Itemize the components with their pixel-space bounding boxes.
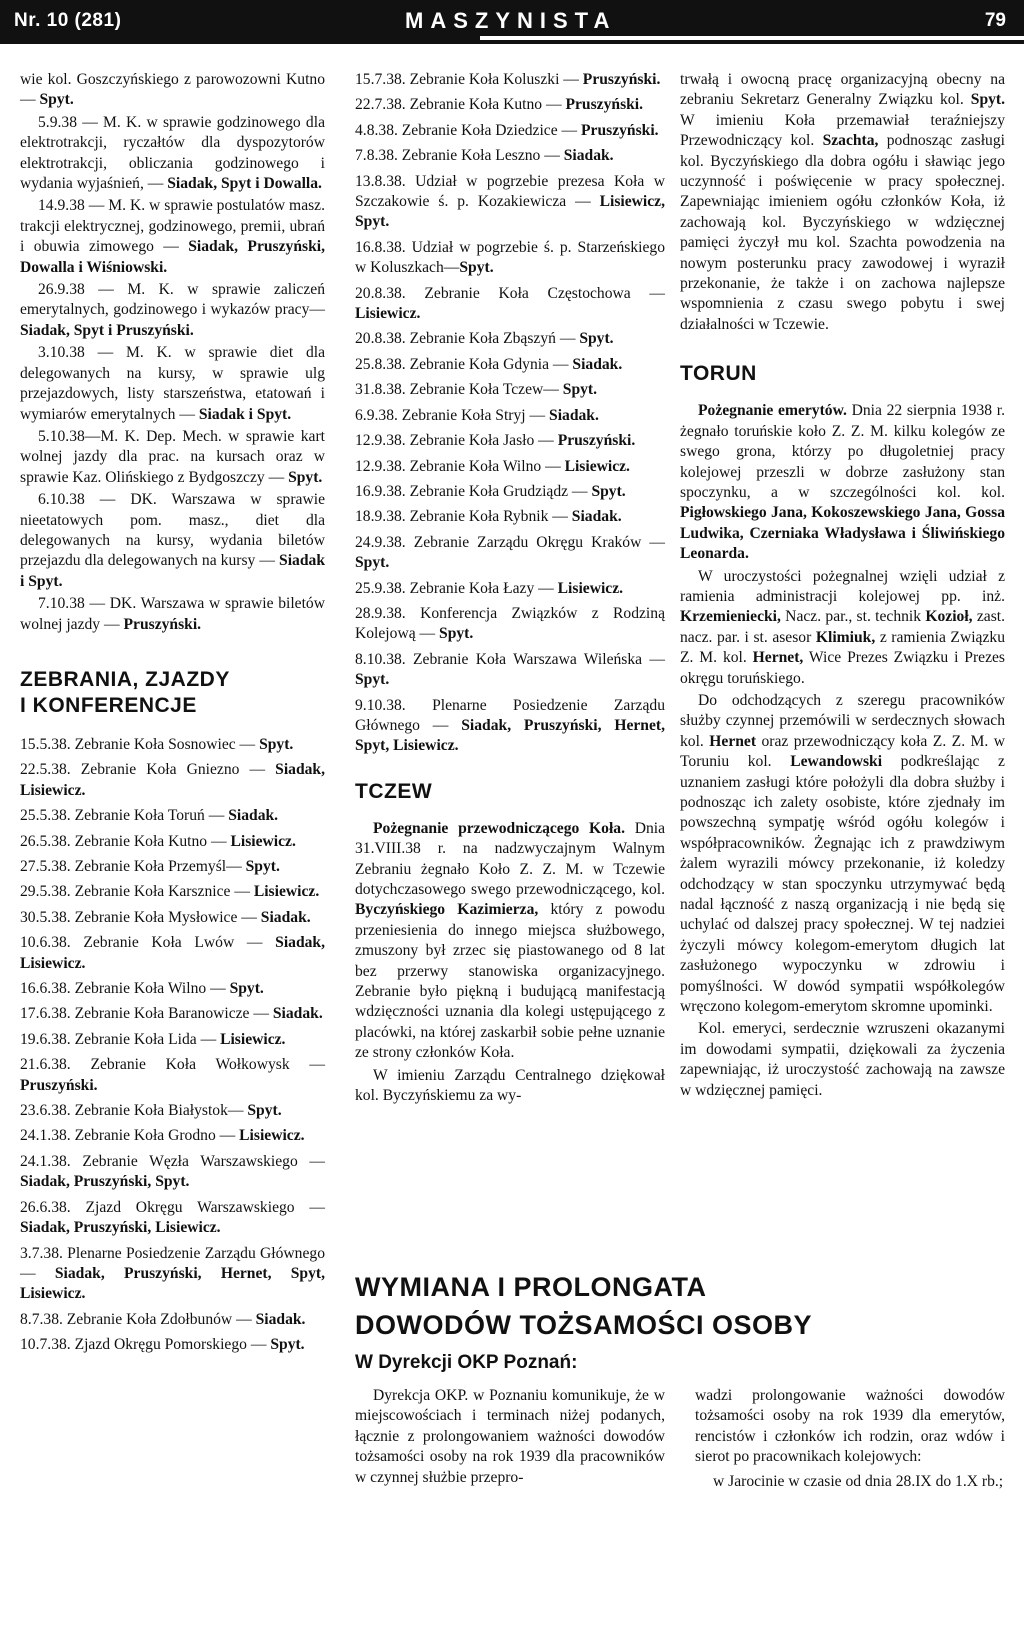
headline-id-documents: WYMIANA I PROLONGATA DOWODÓW TOŻSAMOŚCI OSOBY bbox=[355, 1272, 812, 1340]
paragraph: 7.10.38 — DK. Warszawa w sprawie biletów wolnej jazdy — Pruszyński. bbox=[20, 595, 325, 633]
meetings-list-continued bbox=[355, 70, 665, 757]
paragraph: Pożegnanie przewodniczącego Koła. Dnia 31.VIII.38 r. na nadzwyczajnym Walnym Zebraniu żegnało Koło Z. Z. M. w Tczewie dotychczasowego swego przewodniczącego, kol. Byczyńskiego Kazimierza, który z powodu przeniesienia do innego miejsca służbowego, zmuszony był zrzec się piastowanego od 8 lat bez przerwy stanowiska organizacyjnego. Zebranie było piękną i budującą manifestacją wdzięczności uznania dla kolegi ustępującego z placówki, na której zaskarbił sobie pełne uznanie ze strony członków Koła. bbox=[355, 819, 666, 1062]
list-item: 25.5.38. Zebranie Koła Toruń — Siadak. bbox=[20, 807, 279, 825]
column-left bbox=[20, 70, 325, 1361]
header-rule bbox=[480, 36, 1024, 40]
list-item: 25.8.38. Zebranie Koła Gdynia — Siadak. bbox=[355, 355, 623, 373]
list-item: 21.6.38. Zebranie Koła Wołkowysk — Pruszyński. bbox=[20, 1056, 325, 1094]
paragraph: trwałą i owocną pracę organizacyjną obecny na zebraniu Sekretarz Generalny Związku kol. Spyt. W imieniu Koła przemawiał teraźniejszy Przewodniczący kol. Szachta, podnosząc zasługi kol. Byczyńskiego dla dobra ogółu i sławiąc jego uczynność i poświęcenie w pracy społecznej. Zapewniając imieniem ogółu członków Koła, iż zachowają kol. Byczyńskiego w wdzięcznej pamięci życzył mu kol. Szachta powodzenia na nowym posterunku pracy zawodowej i wyraził przekonanie, że także i on zachowa najlepsze wspomnienia z czasu swego pobytu i swej działalności w Tczewie. bbox=[680, 71, 1005, 333]
list-item: 9.10.38. Plenarne Posiedzenie Zarządu Głównego — Siadak, Pruszyński, Hernet, Spyt, Lisiewicz. bbox=[355, 696, 665, 755]
paragraph: w Jarocinie w czasie od dnia 28.IX do 1.X rb.; bbox=[713, 1472, 1004, 1490]
list-item: 10.7.38. Zjazd Okręgu Pomorskiego — Spyt. bbox=[20, 1336, 305, 1354]
list-item: 30.5.38. Zebranie Koła Mysłowice — Siadak. bbox=[20, 908, 311, 926]
list-item: 29.5.38. Zebranie Koła Karsznice — Lisiewicz. bbox=[20, 883, 320, 901]
paragraph: wadzi prolongowanie ważności dowodów tożsamości osoby na rok 1939 dla emerytów, rencistów i członków ich rodzin, oraz wdów i sierot po pracownikach kolejowych: bbox=[695, 1387, 1005, 1466]
list-item: 12.9.38. Zebranie Koła Jasło — Pruszyński. bbox=[355, 432, 636, 450]
list-item: 20.8.38. Zebranie Koła Zbąszyń — Spyt. bbox=[355, 330, 614, 348]
section-heading-tczew: TCZEW bbox=[355, 779, 433, 803]
list-item: 20.8.38. Zebranie Koła Częstochowa — Lisiewicz. bbox=[355, 284, 665, 323]
masthead bbox=[0, 0, 1024, 44]
list-item: 24.1.38. Zebranie Koła Grodno — Lisiewicz. bbox=[20, 1127, 305, 1145]
list-item: 25.9.38. Zebranie Koła Łazy — Lisiewicz. bbox=[355, 579, 624, 597]
list-item: 15.7.38. Zebranie Koła Koluszki — Pruszyński. bbox=[355, 71, 661, 88]
magazine-title: MASZYNISTA bbox=[405, 8, 617, 33]
paragraph: 14.9.38 — M. K. w sprawie postulatów masz. trakcji elektrycznej, godzinowego, premii, ubrań i obuwia zimowego — Siadak, Pruszyński, Dowalla i Wiśniowski. bbox=[20, 197, 325, 276]
paragraph: W imieniu Zarządu Centralnego dziękował kol. Byczyńskiemu za wy- bbox=[355, 1066, 665, 1105]
paragraph: Pożegnanie emerytów. Dnia 22 sierpnia 1938 r. żegnało toruńskie koło Z. Z. M. kilku kolegów ze swego grona, którzy po długoletniej pracy kolejowej przeszli w dobrze zasłużony stan spoczynku, a w szczególności kol. kol. Pigłowskiego Jana, Kokoszewskiego Jana, Gossa Ludwika, Czerniaka Władysława i Śliwińskiego Leonarda. bbox=[680, 402, 1005, 563]
paragraph: 6.10.38 — DK. Warszawa w sprawie nieetatowych pom. masz., diet dla delegowanych na kursy, wydania biletów przejazdu dla delegowanych na kursy — Siadak i Spyt. bbox=[20, 491, 325, 590]
paragraph: 5.10.38—M. K. Dep. Mech. w sprawie kart wolnej jazdy dla prac. na kursach oraz w sprawie Kaz. Olińskiego z Bydgoszczy — Spyt. bbox=[20, 427, 325, 486]
list-item: 16.8.38. Udział w pogrzebie ś. p. Starzeńskiego w Koluszkach—Spyt. bbox=[355, 238, 665, 277]
list-item: 28.9.38. Konferencja Związków z Rodziną Kolejową — Spyt. bbox=[355, 604, 665, 643]
column-middle bbox=[355, 70, 665, 1108]
column-bottom-left bbox=[355, 1386, 665, 1492]
list-item: 3.7.38. Plenarne Posiedzenie Zarządu Głównego — Siadak, Pruszyński, Hernet, Spyt, Lisiewicz. bbox=[20, 1244, 325, 1303]
section-heading-meetings: ZEBRANIA, ZJAZDY I KONFERENCJE bbox=[20, 667, 230, 717]
list-item: 17.6.38. Zebranie Koła Baranowicze — Siadak. bbox=[20, 1005, 323, 1023]
list-item: 18.9.38. Zebranie Koła Rybnik — Siadak. bbox=[355, 508, 622, 526]
column-bottom-right bbox=[695, 1386, 1005, 1496]
list-item: 19.6.38. Zebranie Koła Lida — Lisiewicz. bbox=[20, 1030, 286, 1048]
page-number: 79 bbox=[984, 10, 1006, 31]
issue-number: Nr. 10 (281) bbox=[14, 10, 122, 31]
subheading-poznan: W Dyrekcji OKP Poznań: bbox=[355, 1352, 578, 1373]
paragraph: wie kol. Goszczyńskiego z parowozowni Kutno — Spyt. bbox=[20, 71, 325, 109]
section-heading-torun: TORUN bbox=[680, 362, 757, 386]
paragraph: Kol. emeryci, serdecznie wzruszeni okazanymi im dowodami sympatii, dziękowali za życzenia zapewniając, iż uroczystość zachowają na zawsze w wdzięcznej pamięci. bbox=[680, 1020, 1005, 1099]
list-item: 16.6.38. Zebranie Koła Wilno — Spyt. bbox=[20, 980, 264, 998]
list-item: 4.8.38. Zebranie Koła Dziedzice — Pruszyński. bbox=[355, 121, 659, 139]
list-item: 6.9.38. Zebranie Koła Stryj — Siadak. bbox=[355, 406, 599, 424]
paragraph: 5.9.38 — M. K. w sprawie godzinowego dla elektrotrakcji, ryczałtów dla dyspozytorów elektrotrakcji, obliczania godzinowego i wydania wyjaśnień, — Siadak, Spyt i Dowalla. bbox=[20, 113, 325, 193]
paragraph: Dyrekcja OKP. w Poznaniu komunikuje, że w miejscowościach i terminach niżej podanych, łącznie z prolongowaniem ważności dowodów tożsamości osoby na rok 1939 dla pracowników w czynnej służbie przepro- bbox=[355, 1387, 665, 1486]
list-item: 31.8.38. Zebranie Koła Tczew— Spyt. bbox=[355, 381, 598, 399]
list-item: 24.1.38. Zebranie Węzła Warszawskiego — Siadak, Pruszyński, Spyt. bbox=[20, 1152, 325, 1191]
list-item: 8.7.38. Zebranie Koła Zdołbunów — Siadak. bbox=[20, 1310, 306, 1328]
list-item: 24.9.38. Zebranie Zarządu Okręgu Kraków — Spyt. bbox=[355, 533, 665, 572]
list-item: 22.7.38. Zebranie Koła Kutno — Pruszyński. bbox=[355, 96, 644, 114]
list-item: 26.6.38. Zjazd Okręgu Warszawskiego — Siadak, Pruszyński, Lisiewicz. bbox=[20, 1198, 325, 1237]
paragraph: 3.10.38 — M. K. w sprawie diet dla delegowanych na kursy, w sprawie ulg przejazdowych, listy starszeństwa, etatowań i wymiarów emerytalnych — Siadak i Spyt. bbox=[20, 344, 325, 423]
list-item: 22.5.38. Zebranie Koła Gniezno — Siadak, Lisiewicz. bbox=[20, 761, 325, 799]
list-item: 26.5.38. Zebranie Koła Kutno — Lisiewicz. bbox=[20, 832, 296, 850]
meetings-list bbox=[20, 735, 325, 1356]
list-item: 7.8.38. Zebranie Koła Leszno — Siadak. bbox=[355, 147, 614, 165]
list-item: 27.5.38. Zebranie Koła Przemyśl— Spyt. bbox=[20, 858, 280, 875]
list-item: 23.6.38. Zebranie Koła Białystok— Spyt. bbox=[20, 1102, 282, 1120]
list-item: 15.5.38. Zebranie Koła Sosnowiec — Spyt. bbox=[20, 735, 294, 753]
paragraph: 26.9.38 — M. K. w sprawie zaliczeń emerytalnych, godzinowego i wykazów pracy—Siadak, Spyt i Pruszyński. bbox=[20, 281, 325, 339]
list-item: 13.8.38. Udział w pogrzebie prezesa Koła w Szczakowie ś. p. Kozakiewicza — Lisiewicz, Spyt. bbox=[355, 172, 665, 231]
list-item: 12.9.38. Zebranie Koła Wilno — Lisiewicz. bbox=[355, 457, 630, 475]
paragraph: W uroczystości pożegnalnej wzięli udział z ramienia administracji kolejowej pp. inż. Krzemieniecki, Nacz. par., st. technik Kozioł, zast. nacz. par. i st. asesor Klimiuk, z ramienia Związku Z. M. kol. Hernet, Wice Prezes Związku i Prezes okręgu toruńskiego. bbox=[680, 567, 1005, 687]
list-item: 8.10.38. Zebranie Koła Warszawa Wileńska — Spyt. bbox=[355, 650, 665, 689]
list-item: 10.6.38. Zebranie Koła Lwów — Siadak, Lisiewicz. bbox=[20, 934, 325, 972]
column-right bbox=[680, 70, 1005, 1103]
paragraph: Do odchodzących z szeregu pracowników służby czynnej przemówili w serdecznych słowach kol. Hernet oraz przewodniczący koła Z. Z. M. w Toruniu kol. Lewandowski podkreślając z uznaniem zasługi które położyli dla dobra służby i podnosząc ich zalety osobiste, które zjednały im powszechną sympatję wśród ogółu kolegów i współpracowników. Żegnając ich z prawdziwym żalem wyrazili mówcy przekonanie, iż koledzy odchodzący w stan spoczynku utrzymywać będą nadal łączność z naszą organizacją i nie będą się uchylać od dalszej pracy społecznej. W tej nadziei życzyli mówcy kolegom-emerytom długich lat zasłużonego wypoczynku w zdrowiu i pomyślności. W dowód sympatii współkolegów wręczono kolegom-emerytom skromne upominki. bbox=[680, 691, 1006, 1016]
list-item: 16.9.38. Zebranie Koła Grudziądz — Spyt. bbox=[355, 482, 626, 500]
